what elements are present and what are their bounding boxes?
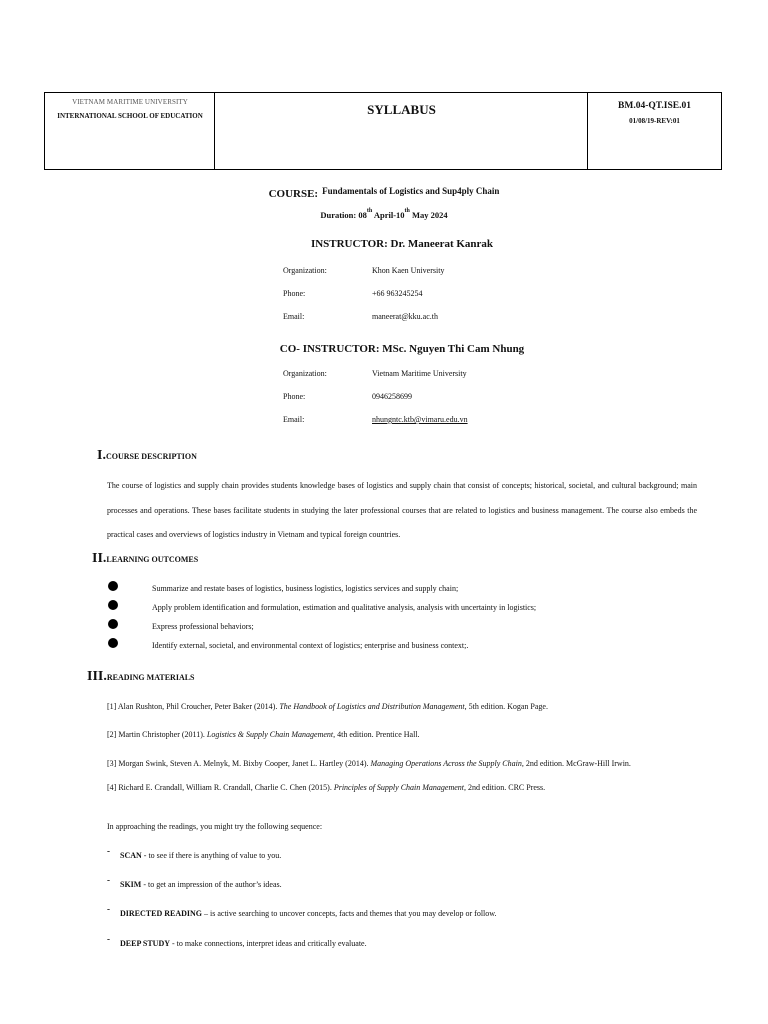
dash-marker: - xyxy=(107,846,110,856)
outcome-item: Express professional behaviors; xyxy=(152,622,254,631)
reference-item xyxy=(107,759,631,768)
duration-end: May 2024 xyxy=(409,210,448,220)
reference-authors: [3] Morgan Swink, Steven A. Melnyk, M. Bixby Cooper, Janet L. Hartley (2014). xyxy=(107,759,371,768)
document-revision: 01/08/19-REV:01 xyxy=(629,117,680,125)
reading-step xyxy=(120,909,497,918)
document-title: SYLLABUS xyxy=(367,102,436,117)
reference-title: Logistics & Supply Chain Management xyxy=(206,730,334,739)
duration-start: Duration: 08 xyxy=(320,210,367,220)
paragraph-line: practical cases and overviews of logistics industry in Vietnam and typical foreign countries. xyxy=(107,530,401,539)
outcome-item: Summarize and restate bases of logistics, business logistics, logistics services and supply chain; xyxy=(152,584,459,593)
duration-mid: April-10 xyxy=(372,210,405,220)
reference-item xyxy=(107,783,545,792)
duration-sup: th xyxy=(366,208,373,214)
bullet-icon xyxy=(108,600,118,610)
reference-authors: [2] Martin Christopher (2011). xyxy=(107,730,207,739)
paragraph-line: The course of logistics and supply chain provides students knowledge bases of logistics and supply chain that consist of concepts; historical, societal, and cultural background; main xyxy=(107,481,697,490)
paragraph-line: processes and operations. These bases facilitate students in studying the later professional courses that are related to logistics and business management. The course also embeds the xyxy=(107,505,697,515)
reading-step-desc: - to get an impression of the author’s ideas. xyxy=(141,880,282,889)
reading-step-term: SKIM xyxy=(120,880,142,889)
section-title: READING MATERIALS xyxy=(106,673,195,682)
course-name: Fundamentals of Logistics and Sup4ply Chain xyxy=(322,186,500,196)
reading-step-desc: - to make connections, interpret ideas and critically evaluate. xyxy=(170,939,367,948)
org-value: Vietnam Maritime University xyxy=(372,369,467,378)
reference-authors: [4] Richard E. Crandall, William R. Crandall, Charlie C. Chen (2015). xyxy=(107,783,334,792)
instructor-heading: INSTRUCTOR: Dr. Maneerat Kanrak xyxy=(310,238,494,250)
email-label: Email: xyxy=(283,415,305,424)
university-name: VIETNAM MARITIME UNIVERSITY xyxy=(72,98,188,106)
email-value: maneerat@kku.ac.th xyxy=(372,312,439,321)
reference-title: Principles of Supply Chain Management xyxy=(333,783,465,792)
bullet-icon xyxy=(108,619,118,629)
reading-intro: In approaching the readings, you might try the following sequence: xyxy=(107,822,323,831)
course-line xyxy=(0,184,768,202)
section-number: III. xyxy=(87,669,107,684)
reading-step xyxy=(120,880,282,889)
section-number: I. xyxy=(97,448,106,463)
dash-marker: - xyxy=(107,904,110,914)
document-code: BM.04-QT.ISE.01 xyxy=(618,101,691,111)
reading-step-term: SCAN xyxy=(120,851,142,860)
bullet-icon xyxy=(108,638,118,648)
reference-publisher: , 2nd edition. McGraw-Hill Irwin. xyxy=(521,759,631,768)
phone-value: 0946258699 xyxy=(372,392,412,401)
reading-step-desc: - to see if there is anything of value to you. xyxy=(141,851,282,860)
org-label: Organization: xyxy=(283,266,327,275)
dash-marker: - xyxy=(107,875,110,885)
section-number: II. xyxy=(92,551,107,566)
header-title-cell xyxy=(215,93,588,169)
reading-step xyxy=(120,851,281,860)
reference-title: Managing Operations Across the Supply Chain xyxy=(370,759,522,768)
course-description-paragraph xyxy=(107,474,697,548)
reference-title: The Handbook of Logistics and Distribution Management xyxy=(279,702,465,711)
section-title: COURSE DESCRIPTION xyxy=(105,452,197,461)
reference-authors: [1] Alan Rushton, Phil Croucher, Peter Baker (2014). xyxy=(107,702,280,711)
header-table xyxy=(44,92,722,170)
outcome-item: Identify external, societal, and environmental context of logistics; enterprise and business context;. xyxy=(152,641,469,650)
reference-item xyxy=(107,702,548,711)
section-heading-course-description xyxy=(97,446,197,464)
header-institution-cell xyxy=(45,93,215,169)
org-value: Khon Kaen University xyxy=(372,266,445,275)
duration-sup: th xyxy=(404,208,410,214)
org-label: Organization: xyxy=(283,369,327,378)
header-code-cell xyxy=(588,93,721,169)
course-duration xyxy=(0,208,768,220)
dash-marker: - xyxy=(107,934,110,944)
co-instructor-heading: CO- INSTRUCTOR: MSc. Nguyen Thi Cam Nhung xyxy=(279,343,525,355)
reading-step-term: DEEP STUDY xyxy=(120,939,171,948)
phone-value: +66 963245254 xyxy=(372,289,423,298)
email-label: Email: xyxy=(283,312,305,321)
reference-item xyxy=(107,730,420,739)
reference-publisher: , 2nd edition. CRC Press. xyxy=(464,783,546,792)
phone-label: Phone: xyxy=(283,289,306,298)
outcome-item: Apply problem identification and formulation, estimation and qualitative analysis, analysis with uncertainty in logistics; xyxy=(152,603,537,612)
bullet-icon xyxy=(108,581,118,591)
section-title: LEARNING OUTCOMES xyxy=(106,555,199,564)
reading-step-desc: – is active searching to uncover concepts, facts and themes that you may develop or follow. xyxy=(202,909,497,918)
reading-step xyxy=(120,939,367,948)
reference-publisher: , 4th edition. Prentice Hall. xyxy=(333,730,420,739)
reading-step-term: DIRECTED READING xyxy=(120,909,203,918)
school-name: INTERNATIONAL SCHOOL OF EDUCATION xyxy=(57,112,203,120)
reference-publisher: , 5th edition. Kogan Page. xyxy=(464,702,548,711)
section-heading-learning-outcomes xyxy=(92,549,198,567)
email-link[interactable]: nhungntc.ktb@vimaru.edu.vn xyxy=(372,415,468,424)
course-label: COURSE: xyxy=(268,188,319,200)
section-heading-reading-materials xyxy=(87,667,195,685)
phone-label: Phone: xyxy=(283,392,306,401)
